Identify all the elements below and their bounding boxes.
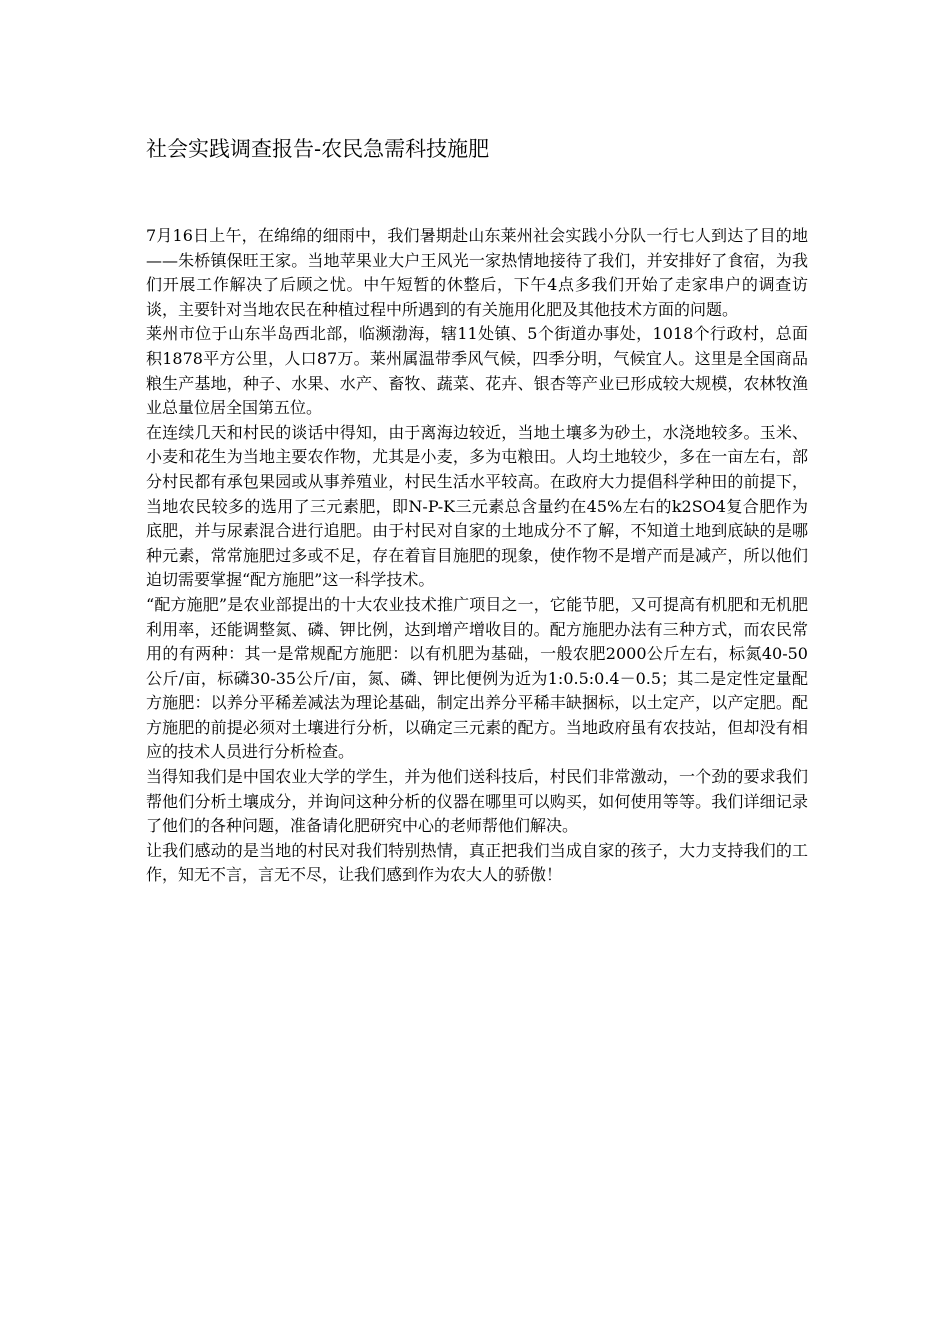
paragraph-field-trip: 7月16日上午，在绵绵的细雨中，我们暑期赴山东莱州社会实践小分队一行七人到达了目的地——朱桥镇保旺王家。当地苹果业大户王风光一家热情地接待了我们，并安排好了食宿，为我们开展工作解决了后顾之忧。中午短暂的休整后，下午4点多我们开始了走家串户的调查访谈，主要针对当地农民在种植过程中所遇到的有关施用化肥及其他技术方面的问题。	[146, 226, 808, 319]
document-title: 社会实践调查报告-农民急需科技施肥	[146, 137, 490, 161]
paragraph-soil-and-fertilizer: 在连续几天和村民的谈话中得知，由于离海边较近，当地土壤多为砂土，水浇地较多。玉米、小麦和花生为当地主要农作物，尤其是小麦，多为屯粮田。人均土地较少，多在一亩左右，部分村民都有承包果园或从事养殖业，村民生活水平较高。在政府大力提倡科学种田的前提下，当地农民较多的选用了三元素肥，即N-P-K三元素总含量约在45%左右的k2SO4复合肥作为底肥，并与尿素混合进行追肥。由于村民对自家的土地成分不了解，不知道土地到底缺的是哪种元素，常常施肥过多或不足，存在着盲目施肥的现象，使作物不是增产而是减产，所以他们迫切需要掌握“配方施肥”这一科学技术。	[146, 422, 808, 590]
document-body	[146, 224, 808, 888]
paragraph-laizhou-overview: 莱州市位于山东半岛西北部，临濒渤海，辖11处镇、5个街道办事处，1018个行政村，总面积1878平方公里，人口87万。莱州属温带季风气候，四季分明，气候宜人。这里是全国商品粮生产基地，种子、水果、水产、畜牧、蔬菜、花卉、银杏等产业已形成较大规模，农林牧渔业总量位居全国第五位。	[146, 324, 808, 418]
paragraph-conclusion: 让我们感动的是当地的村民对我们特别热情，真正把我们当成自家的孩子，大力支持我们的工作，知无不言，言无不尽，让我们感到作为农大人的骄傲！	[146, 840, 808, 885]
paragraph-villager-requests: 当得知我们是中国农业大学的学生，并为他们送科技后，村民们非常激动，一个劲的要求我们帮他们分析土壤成分，并询问这种分析的仪器在哪里可以购买，如何使用等等。我们详细记录了他们的各种问题，准备请化肥研究中心的老师帮他们解决。	[146, 767, 808, 836]
paragraph-formula-fertilization: “配方施肥”是农业部提出的十大农业技术推广项目之一，它能节肥，又可提高有机肥和无机肥利用率，还能调整氮、磷、钾比例，达到增产增收目的。配方施肥办法有三种方式，而农民常用的有两种：其一是常规配方施肥：以有机肥为基础，一般农肥2000公斤左右，标氮40-50公斤/亩，标磷30-35公斤/亩，氮、磷、钾比便例为近为1:0.5:0.4－0.5；其二是定性定量配方施肥：以养分平稀差减法为理论基础，制定出养分平稀丰缺捆标，以土定产，以产定肥。配方施肥的前提必须对土壤进行分析，以确定三元素的配方。当地政府虽有农技站，但却没有相应的技术人员进行分析检查。	[146, 594, 808, 762]
